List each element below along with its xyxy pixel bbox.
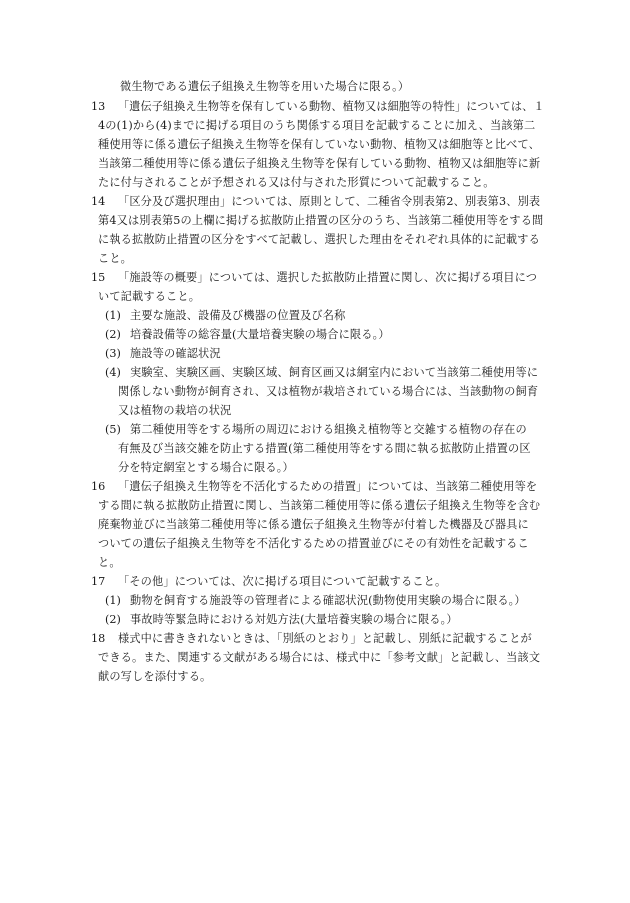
text-line: 関係しない動物が飼育され、又は植物が栽培されている場合には、当該動物の飼育 [118, 385, 539, 398]
item-number: 13 [91, 100, 106, 113]
text-line: 又は植物の栽培の状況 [118, 404, 232, 417]
item-number: 17 [91, 575, 106, 588]
text-line: 微生物である遺伝子組換え生物等を用いた場合に限る。） [120, 80, 410, 93]
text-line: 献の写しを添付する。 [98, 670, 212, 683]
text-line: と。 [98, 556, 121, 569]
text-line: 培養設備等の総容量(大量培養実験の場合に限る。） [130, 328, 390, 341]
text-line: 施設等の確認状況 [130, 347, 221, 360]
text-line: 第二種使用等をする場所の周辺における組換え植物等と交雑する植物の存在の [130, 423, 527, 436]
subitem-number: (5) [105, 423, 121, 436]
text-line: ついての遺伝子組換え生物等を不活化するための措置並びにその有効性を記載するこ [98, 537, 529, 550]
item-number: 14 [91, 195, 106, 208]
text-line: する間に執る拡散防止措置に関し、当該第二種使用等に係る遺伝子組換え生物等を含む [98, 499, 541, 512]
text-line: 「遺伝子組換え生物等を保有している動物、植物又は細胞等の特性」については、１ [118, 100, 545, 113]
text-line: 分を特定網室とする場合に限る。） [118, 461, 294, 474]
text-line: 動物を飼育する施設等の管理者による確認状況(動物使用実験の場合に限る。） [130, 594, 526, 607]
item-number: 16 [91, 480, 106, 493]
text-line: 「施設等の概要」については、選択した拡散防止措置に関し、次に掲げる項目につ [118, 271, 538, 284]
subitem-number: (3) [105, 347, 121, 360]
subitem-number: (2) [105, 328, 121, 341]
text-line: 4の(1)から(4)までに掲げる項目のうち関係する項目を記載することに加え、当該第二 [98, 119, 536, 132]
text-line: 「区分及び選択理由」については、原則として、二種省令別表第2、別表第3、別表 [118, 195, 541, 208]
subitem-number: (4) [105, 366, 121, 379]
text-line: たに付与されることが予想される又は付与された形質について記載すること。 [98, 176, 495, 189]
text-line: いて記載すること。 [98, 290, 201, 303]
text-line: に執る拡散防止措置の区分をすべて記載し、選択した理由をそれぞれ具体的に記載する [98, 233, 540, 246]
text-line: こと。 [98, 252, 133, 265]
subitem-number: (1) [105, 309, 121, 322]
subitem-number: (2) [105, 613, 121, 626]
text-line: できる。また、関連する文献がある場合には、様式中に「参考文献」と記載し、当該文 [98, 651, 541, 664]
text-line: 「遺伝子組換え生物等を不活化するための措置」については、当該第二種使用等を [118, 480, 538, 493]
text-line: 第4又は別表第5の上欄に掲げる拡散防止措置の区分のうち、当該第二種使用等をする間 [98, 214, 544, 227]
subitem-number: (1) [105, 594, 121, 607]
text-line: 有無及び当該交雑を防止する措置(第二種使用等をする間に執る拡散防止措置の区 [118, 442, 531, 455]
text-line: 事故時等緊急時における対処方法(大量培養実験の場合に限る。） [130, 613, 458, 626]
text-line: 廃棄物並びに当該第二種使用等に係る遺伝子組換え生物等が付着した機器及び器具に [98, 518, 529, 531]
text-line: 主要な施設、設備及び機器の位置及び名称 [130, 309, 346, 322]
item-number: 18 [91, 632, 106, 645]
text-line: 種使用等に係る遺伝子組換え生物等を保有していない動物、植物又は細胞等と比べて、 [98, 138, 540, 151]
text-line: 様式中に書ききれないときは、「別紙のとおり」と記載し、別紙に記載することが [118, 632, 532, 645]
text-line: 実験室、実験区画、実験区域、飼育区画又は網室内において当該第二種使用等に [130, 366, 539, 379]
item-number: 15 [91, 271, 106, 284]
text-line: 「その他」については、次に掲げる項目について記載すること。 [118, 575, 447, 588]
text-line: 当該第二種使用等に係る遺伝子組換え生物等を保有している動物、植物又は細胞等に新 [98, 157, 541, 170]
